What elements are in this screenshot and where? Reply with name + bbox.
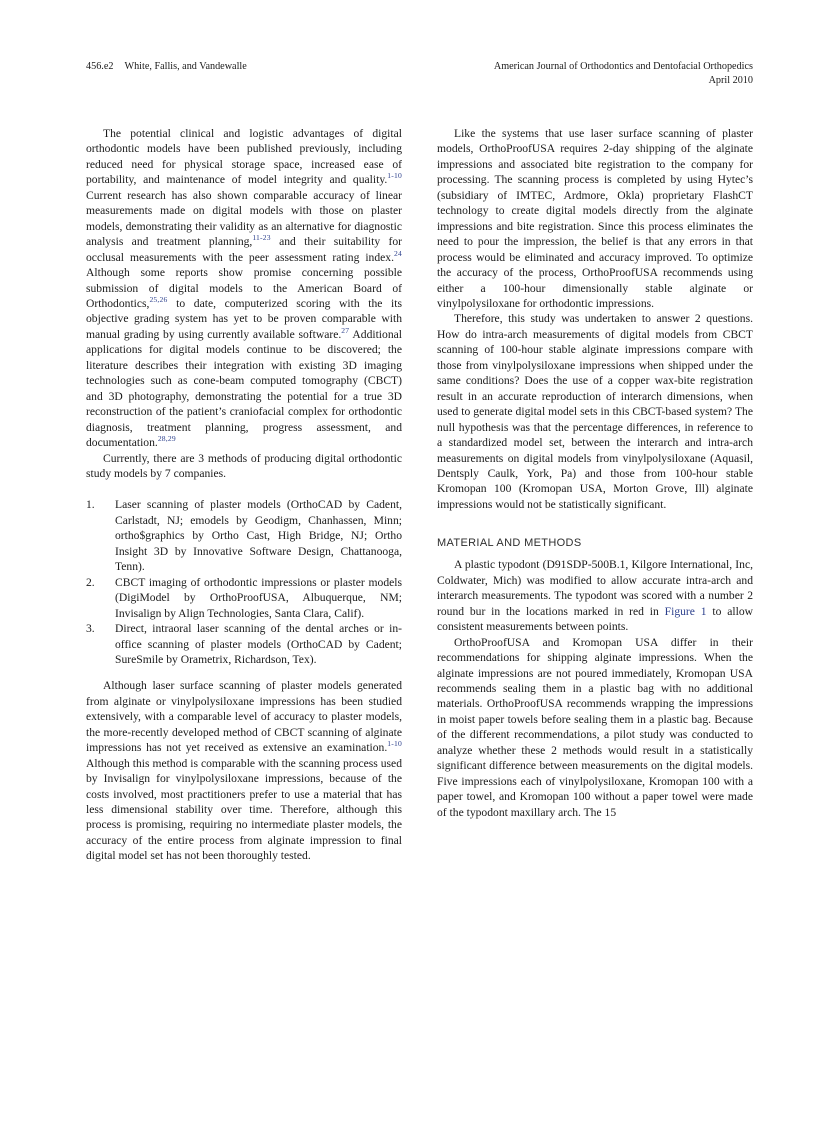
issue-date: April 2010 — [708, 75, 753, 86]
list-item — [86, 621, 402, 667]
text-run: Current research has also shown comparable accuracy of linear measurements made on digital models with those on plaster models, demonstrating their validity as an alternative for diagnostic analysis and treatment planning, — [86, 188, 402, 249]
list-item — [86, 575, 402, 621]
text-run: to allow consistent measurements between points. — [437, 604, 754, 634]
citation-ref[interactable]: 1-10 — [387, 739, 402, 749]
section-heading-material-and-methods: MATERIAL AND METHODS — [437, 537, 582, 550]
spacer — [86, 481, 402, 488]
list-item-number: 3. — [86, 622, 95, 636]
right-column — [437, 126, 753, 1056]
list-item-number: 2. — [86, 575, 95, 589]
paragraph-intro-advantages — [86, 126, 402, 451]
paragraph-study-questions: Therefore, this study was undertaken to answer 2 questions. How do intra-arch measurements of digital models from CBCT scanning of 100-hour stable alginate impressions compare with those from vinylpolysiloxane impressions when shipped under the same conditions? Does the use of a copper wax-bite registration result in an accurate reproduction of interarch dimensions, when used to generate digital model sets in this CBCT-based system? The null hypothesis was that the percentage differences, in reference to a standardized model set, between the interarch and intra-arch measurements on digital models from vinylpolysiloxane (Aquasil, Dentsply Caulk, York, Pa) and those from 100-hour stable Kromopan 100 (Kromopan USA, Morton Grove, Ill) alginate impressions would not be statistically significant. — [437, 312, 753, 511]
list-item — [86, 497, 402, 574]
text-run: Additional applications for digital models continue to be discovered; the literature describes their integration with existing 3D imaging technologies such as cone-beam computed tomography (CBCT) and 3D photography, demonstrating the potential for a true 3D reconstruction of the patient’s craniofacial complex for orthodontic diagnosis, treatment planning, progress assessment, and documentation. — [86, 327, 402, 450]
citation-ref[interactable]: 25,26 — [149, 295, 168, 305]
citation-ref[interactable]: 27 — [341, 326, 350, 336]
paragraph-laser-surface-scanning — [86, 678, 402, 863]
text-run: Although some reports show promise concerning possible submission of digital models to the American Board of Orthodontics, — [86, 266, 402, 310]
running-head-left — [86, 60, 247, 74]
citation-ref[interactable]: 11-23 — [252, 233, 271, 243]
left-column — [86, 126, 402, 1056]
text-run: and their suitability for occlusal measurements with the peer assessment rating index. — [86, 235, 402, 264]
text-run: A plastic typodont (D91SDP-500B.1, Kilgore International, Inc, Coldwater, Mich) was modified to allow accurate intra-arch and interarch measurements. The typodont was scored with a number 2 round bur in the locations marked in red in — [437, 558, 753, 618]
citation-ref[interactable]: 28,29 — [157, 434, 176, 444]
citation-ref[interactable]: 1-10 — [387, 171, 402, 181]
list-item-text: Direct, intraoral laser scanning of the dental arches or in-office scanning of plaster models (OrthoCAD by Cadent; SureSmile by Orametrix, Richardson, Tex). — [115, 622, 402, 666]
list-item-number: 1. — [86, 498, 95, 512]
paragraph-shipping-recommendations: OrthoProofUSA and Kromopan USA differ in their recommendations for shipping alginate impressions. When the alginate impressions are not poured immediately, Kromopan USA recommends sealing them in a plastic bag with no additional materials. OrthoProofUSA recommends wrapping the impressions in moist paper towels before sealing them in a plastic bag. Because of the different recommendations, a pilot study was conducted to analyze whether these 2 methods would result in a statistically significant difference between measurements on the digital models. Five impressions each of vinylpolysiloxane, Kromopan 100 with a paper towel, and Kromopan 100 without a paper towel were made of the typodont maxillary arch. The 15 — [437, 635, 753, 819]
list-item-text: CBCT imaging of orthodontic impressions or plaster models (DigiModel by OrthoProofUSA, Albuquerque, NM; Invisalign by Align Technologies, Santa Clara, Calif). — [115, 575, 402, 620]
paragraph-three-methods: Currently, there are 3 methods of producing digital orthodontic study models by 7 companies. — [86, 451, 402, 480]
text-run: to date, computerized scoring with the its objective grading system has yet to be proven comparable with manual grading by using currently available software. — [86, 296, 402, 341]
citation-ref[interactable]: 24 — [394, 248, 402, 258]
spacer — [437, 512, 753, 536]
text-run: The potential clinical and logistic advantages of digital orthodontic models have been published previously, including reduced need for physical storage space, increased ease of portability, and maintenance of model integrity and quality. — [86, 127, 402, 187]
page-folio: 456.e2 — [86, 61, 114, 72]
running-head-authors: White, Fallis, and Vandewalle — [124, 61, 247, 72]
running-head — [86, 60, 753, 88]
paragraph-typodont — [437, 557, 753, 634]
running-head-right — [494, 60, 753, 88]
figure-1-link[interactable]: Figure 1 — [664, 604, 707, 618]
journal-title: American Journal of Orthodontics and Dentofacial Orthopedics — [493, 61, 753, 72]
paragraph-orthoproofusa-process: Like the systems that use laser surface scanning of plaster models, OrthoProofUSA requires 2-day shipping of the alginate impressions and associated bite registration to the company for processing. The scanning process is completed by using Hytec’s (subsidiary of IMTEC, Ardmore, Okla) proprietary FlashCT technology to create digital models directly from the alginate impressions and bite registration. Since this process eliminates the need to pour the impression, the belief is that any errors in that process would be eliminated and accuracy improved. To optimize the accuracy of the process, OrthoProofUSA recommends using either a 100-hour dimensionally stable alginate or vinylpolysiloxane for orthodontic impressions. — [437, 127, 753, 310]
text-run: Although this method is comparable with the scanning process used by Invisalign for vinylpolysiloxane impressions, because of the costs involved, most practitioners prefer to use a material that has less dimensional stability over time. Therefore, although this process is promising, requiring no intermediate plaster models, the accuracy of the entire process from alginate impression to final digital model set has not been thoroughly tested. — [86, 756, 402, 863]
body-columns — [86, 126, 753, 1056]
methods-list — [86, 497, 402, 667]
text-run: Although laser surface scanning of plaster models generated from alginate or vinylpolysiloxane impressions has been studied extensively, with a comparable level of accuracy to plaster models, the more-recently developed method of CBCT scanning of alginate impressions has not yet received as extensive an examination. — [86, 679, 402, 755]
list-item-text: Laser scanning of plaster models (OrthoCAD by Cadent, Carlstadt, NJ; emodels by Geodigm, Chanhassen, Minn; ortho$graphics by Ortho Cast, High Bridge, NJ; Ortho Insight 3D by Innovative Software Design, Chattanooga, Tenn). — [115, 498, 402, 574]
spacer — [86, 667, 402, 678]
